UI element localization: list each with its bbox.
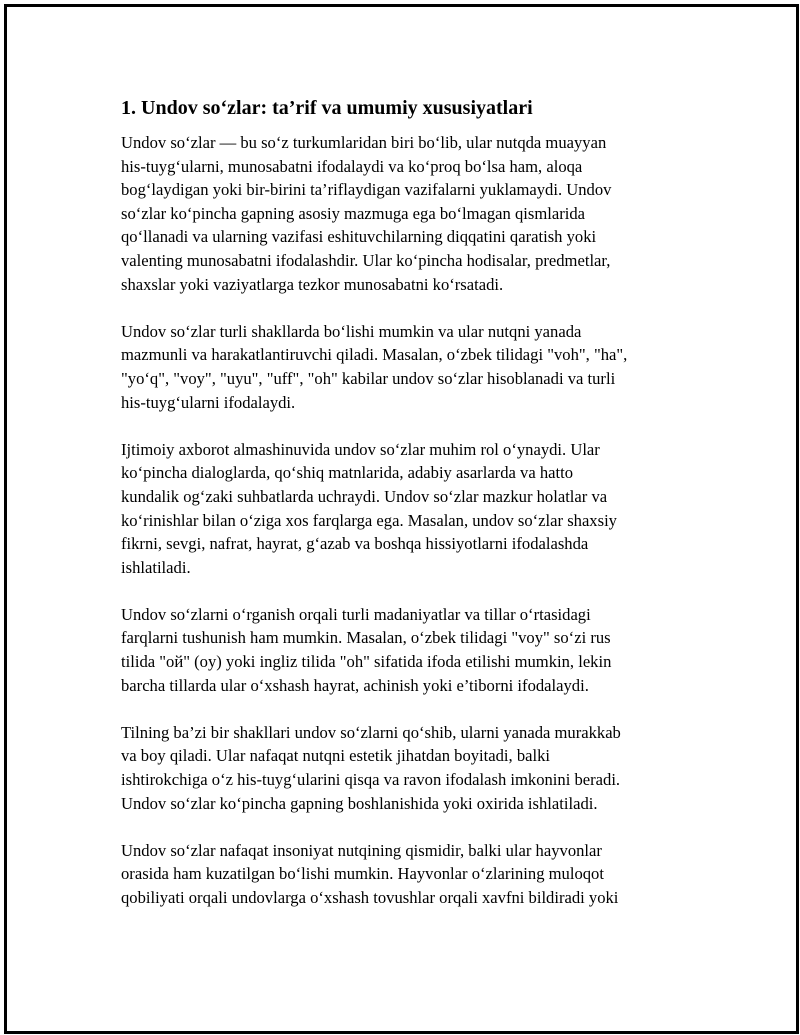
text-line: ko‘pincha dialoglarda, qo‘shiq matnlarida, adabiy asarlarda va hatto — [121, 463, 574, 483]
text-line: qo‘llanadi va ularning vazifasi eshituvchilarning diqqatini qaratish yoki — [121, 227, 597, 247]
document-body — [121, 95, 701, 933]
text-line: farqlarni tushunish ham mumkin. Masalan, o‘zbek tilidagi "voy" so‘zi rus — [121, 628, 611, 648]
paragraph — [121, 603, 701, 697]
text-line: mazmunli va harakatlantiruvchi qiladi. Masalan, o‘zbek tilidagi "voh", "ha", — [121, 345, 628, 365]
paragraph — [121, 438, 701, 580]
paragraph — [121, 721, 701, 815]
text-line: his-tuyg‘ularni, munosabatni ifodalaydi va ko‘proq bo‘lsa ham, aloqa — [121, 156, 583, 176]
text-line: Undov so‘zlar — bu so‘z turkumlaridan biri bo‘lib, ular nutqda muayyan — [121, 133, 607, 152]
text-line: ishlatiladi. — [121, 557, 191, 577]
page-frame — [4, 4, 799, 1034]
text-line: "yo‘q", "voy", "uyu", "uff", "oh" kabilar undov so‘zlar hisoblanadi va turli — [121, 368, 616, 388]
text-line: fikrni, sevgi, nafrat, hayrat, g‘azab va boshqa hissiyotlarni ifodalashda — [121, 534, 589, 554]
text-line: shaxslar yoki vaziyatlarga tezkor munosabatni ko‘rsatadi. — [121, 274, 504, 294]
text-line: ishtirokchiga o‘z his-tuyg‘ularini qisqa va ravon ifodalash imkonini beradi. — [121, 770, 621, 790]
text-line: Undov so‘zlar turli shakllarda bo‘lishi mumkin va ular nutqni yanada — [121, 321, 582, 341]
text-line: orasida ham kuzatilgan bo‘lishi mumkin. Hayvonlar o‘zlarining muloqot — [121, 864, 604, 884]
text-line: bog‘laydigan yoki bir-birini ta’riflaydigan vazifalarni yuklamaydi. Undov — [121, 180, 612, 200]
text-line: ko‘rinishlar bilan o‘ziga xos farqlarga ega. Masalan, undov so‘zlar shaxsiy — [121, 510, 617, 530]
paragraph — [121, 839, 701, 910]
text-line: qobiliyati orqali undovlarga o‘xshash tovushlar orqali xavfni bildiradi yoki — [121, 888, 619, 907]
text-line: Tilning ba’zi bir shakllari undov so‘zlarni qo‘shib, ularni yanada murakkab — [121, 722, 621, 742]
paragraph-list — [121, 131, 701, 910]
paragraph — [121, 131, 701, 296]
text-line: kundalik og‘zaki suhbatlarda uchraydi. Undov so‘zlar mazkur holatlar va — [121, 486, 608, 506]
text-line: his-tuyg‘ularni ifodalaydi. — [121, 392, 296, 412]
text-line: va boy qiladi. Ular nafaqat nutqni estetik jihatdan boyitadi, balki — [121, 746, 551, 766]
paragraph — [121, 320, 701, 414]
text-line: so‘zlar ko‘pincha gapning asosiy mazmuga ega bo‘lmagan qismlarida — [121, 203, 586, 223]
text-line: Undov so‘zlar nafaqat insoniyat nutqining qismidir, balki ular hayvonlar — [121, 840, 602, 860]
text-line: Undov so‘zlarni o‘rganish orqali turli madaniyatlar va tillar o‘rtasidagi — [121, 604, 591, 624]
text-line: Ijtimoiy axborot almashinuvida undov so‘zlar muhim rol o‘ynaydi. Ular — [121, 439, 600, 459]
section-heading: 1. Undov so‘zlar: ta’rif va umumiy xususiyatlari — [121, 97, 533, 119]
text-line: barcha tillarda ular o‘xshash hayrat, achinish yoki e’tiborni ifodalaydi. — [121, 675, 589, 695]
text-line: valenting munosabatni ifodalashdir. Ular ko‘pincha hodisalar, predmetlar, — [121, 250, 611, 270]
text-line: tilida "ой" (oy) yoki ingliz tilida "oh" sifatida ifoda etilishi mumkin, lekin — [121, 652, 612, 672]
text-line: Undov so‘zlar ko‘pincha gapning boshlanishida yoki oxirida ishlatiladi. — [121, 793, 598, 813]
